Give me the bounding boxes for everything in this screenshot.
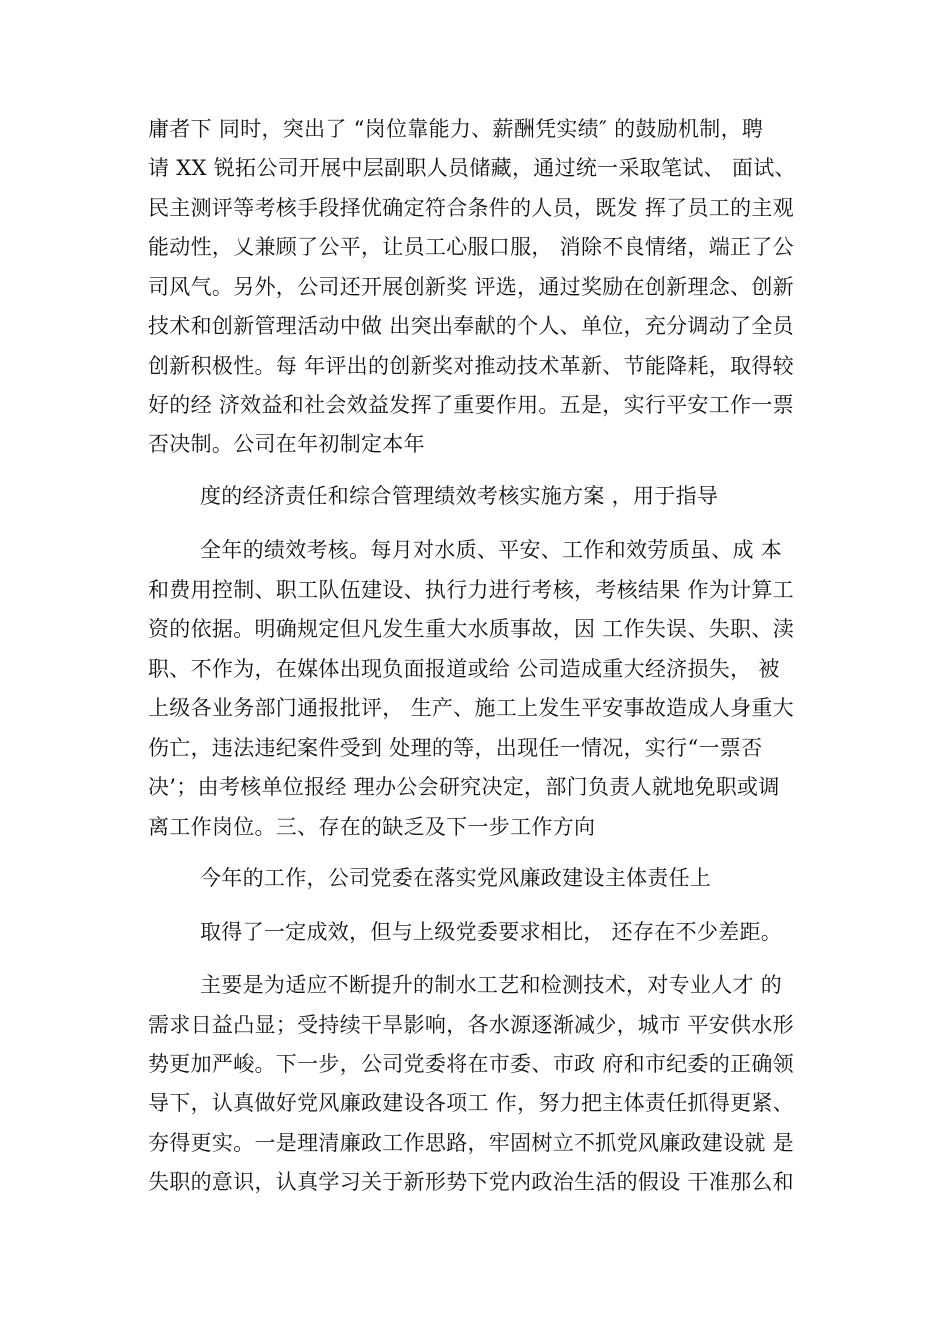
text-line: 决’；由考核单位报经 理办公会研究决定，部门负责人就地免职或调 xyxy=(148,775,780,799)
text-line: 技术和创新管理活动中做 出突出奉献的个人、单位，充分调动了全员 xyxy=(148,314,794,338)
text-line: 导下，认真做好党风廉政建设各项工 作，努力把主体责任抓得更紧、 xyxy=(148,1091,794,1115)
text-line: 能动性，乂兼顾了公平，让员工心服口服， 消除不良情绪，端正了公 xyxy=(148,235,794,259)
text-line: 离工作岗位。三、存在的缺乏及下一步工作方向 xyxy=(148,815,596,839)
text-line: 庸者下 同时，突出了 “岗位靠能力、薪酬凭实绩″ 的鼓励机制，聘 xyxy=(148,117,764,141)
text-line: 失职的意识，认真学习关于新形势下党内政治生活的假设 干准那么和 xyxy=(148,1170,794,1194)
text-line: 创新积极性。每 年评出的创新奖对推动技术革新、节能降耗，取得较 xyxy=(148,354,794,378)
text-line: 势更加严峻。下一步，公司党委将在市委、市政 府和市纪委的正确领 xyxy=(148,1052,794,1076)
text-line: 今年的工作，公司党委在落实党风廉政建设主体责任上 xyxy=(200,866,712,890)
text-line: 职、不作为，在媒体出现负面报道或给 公司造成重大经济损失， 被 xyxy=(148,657,780,681)
text-line: 好的经 济效益和社会效益发挥了重要作用。五是，实行平安工作一票 xyxy=(148,393,794,417)
text-line: 度的经济责任和综合管理绩效考核实施方案 ，用于指导 xyxy=(200,484,719,508)
text-line: 上级各业务部门通报批评， 生产、施工上发生平安事故造成人身重大 xyxy=(148,696,794,720)
text-line: 司风气。另外，公司还开展创新奖 评选，通过奖励在创新理念、创新 xyxy=(148,275,794,299)
text-line: 民主测评等考核手段择优确定符合条件的人员，既发 挥了员工的主观 xyxy=(148,196,794,220)
text-line: 取得了一定成效，但与上级党委要求相比， 还存在不少差距。 xyxy=(200,920,783,944)
text-line: 资的依据。明确规定但凡发生重大水质事故，因 工作失误、失职、渎 xyxy=(148,617,794,641)
text-line: 请 XX 锐拓公司开展中层副职人员储藏，通过统一采取笔试、 面试、 xyxy=(148,156,796,180)
text-line: 需求日益凸显；受持续干旱影响，各水源逐渐减少，城市 平安供水形 xyxy=(148,1013,794,1037)
text-line: 全年的绩效考核。每月对水质、平安、工作和效劳质虽、成 本 xyxy=(200,538,783,562)
text-line: 伤亡，违法违纪案件受到 处理的等，出现任一情况，实行“一票否 xyxy=(148,736,763,760)
text-line: 否决制。公司在年初制定本年 xyxy=(148,432,425,456)
text-line: 主要是为适应不断提升的制水工艺和检测技术，对专业人才 的 xyxy=(200,973,783,997)
text-line: 和费用控制、职工队伍建设、执行力进行考核，考核结果 作为计算工 xyxy=(148,578,794,602)
text-line: 夯得更实。一是理清廉政工作思路，牢固树立不抓党风廉政建设就 是 xyxy=(148,1131,794,1155)
